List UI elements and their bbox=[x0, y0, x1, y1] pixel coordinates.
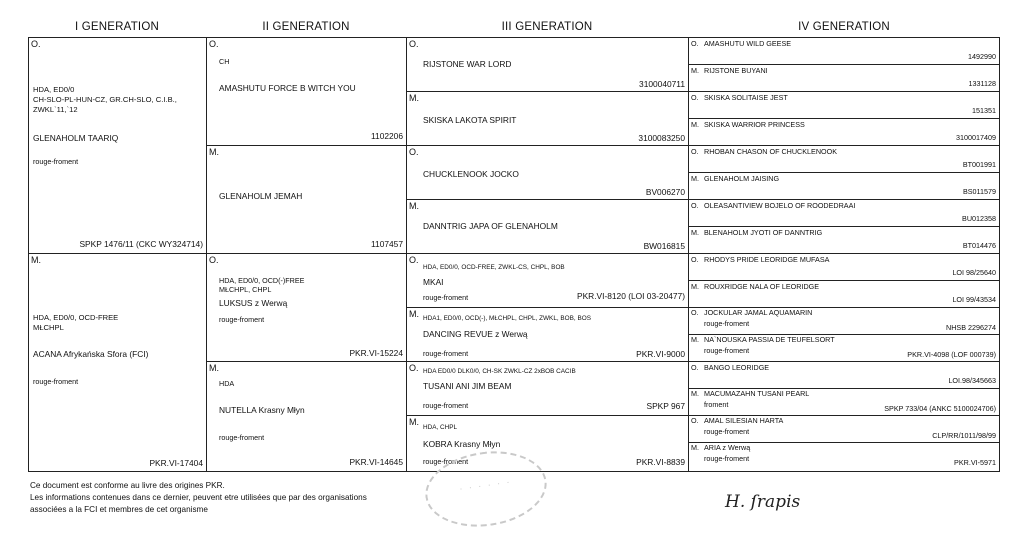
sex-label: O. bbox=[691, 39, 699, 48]
sex-label: M. bbox=[691, 66, 699, 75]
color-text: rouge-froment bbox=[423, 457, 469, 466]
registration-number: BT001991 bbox=[962, 160, 996, 169]
dog-name: GLENAHOLM JEMAH bbox=[219, 191, 303, 201]
header-generation-3: III GENERATION bbox=[501, 21, 593, 33]
sex-label: M. bbox=[691, 228, 699, 237]
gen4-cell bbox=[689, 362, 999, 389]
dog-name: DANCING REVUE z Werwą bbox=[423, 329, 528, 339]
sex-label: O. bbox=[409, 147, 419, 157]
health-text: HDA1, ED0/0, OCD(-), MŁCHPL, CHPL, ZWKL, BOB, BOS bbox=[423, 315, 591, 322]
sex-label: O. bbox=[691, 201, 699, 210]
registration-number: 3100040711 bbox=[639, 79, 685, 89]
gen3-cell bbox=[407, 146, 689, 200]
color-text: rouge-froment bbox=[423, 401, 469, 410]
registration-number: PKR.VI-9000 bbox=[636, 349, 685, 359]
dog-name: SKISKA LAKOTA SPIRIT bbox=[423, 115, 517, 125]
pedigree-table bbox=[28, 37, 1000, 472]
stamp-icon: · · · · · · bbox=[420, 444, 551, 534]
health-text: HDA bbox=[219, 379, 235, 388]
sex-label: M. bbox=[409, 417, 419, 427]
dog-name: AMASHUTU FORCE B WITCH YOU bbox=[219, 83, 356, 93]
gen1-sire-cell bbox=[29, 38, 207, 254]
dog-name: TUSANI ANI JIM BEAM bbox=[423, 381, 512, 391]
color-text: rouge-froment bbox=[704, 454, 750, 463]
dog-name: RIJSTONE BUYANI bbox=[704, 66, 768, 75]
dog-name: KOBRA Krasny Młyn bbox=[423, 439, 501, 449]
registration-number: SPKP 733/04 (ANKC 5100024706) bbox=[884, 404, 996, 413]
dog-name: ARIA z Werwą bbox=[704, 443, 751, 452]
color-text: rouge-froment bbox=[704, 427, 750, 436]
color-text: rouge-froment bbox=[33, 157, 79, 166]
registration-number: BS011579 bbox=[962, 187, 996, 196]
sex-label: M. bbox=[691, 443, 699, 452]
gen4-cell bbox=[689, 119, 999, 146]
gen3-cell bbox=[407, 254, 689, 308]
dog-name: LUKSUS z Werwą bbox=[219, 298, 288, 308]
sex-label: M. bbox=[691, 120, 699, 129]
dog-name: NUTELLA Krasny Młyn bbox=[219, 405, 305, 415]
dog-name: GLENAHOLM TAARIQ bbox=[33, 133, 119, 143]
dog-name: ROUXRIDGE NALA OF LEORIDGE bbox=[704, 282, 820, 291]
sex-label: O. bbox=[409, 39, 419, 49]
sex-label: M. bbox=[409, 309, 419, 319]
sex-label: M. bbox=[691, 282, 699, 291]
titles-text: CH bbox=[219, 57, 230, 66]
color-text: rouge-froment bbox=[33, 377, 79, 386]
gen4-cell bbox=[689, 443, 999, 471]
titles-text: ZWKL`11,`12 bbox=[33, 105, 78, 114]
sex-label: M. bbox=[409, 93, 419, 103]
sex-label: O. bbox=[409, 255, 419, 265]
header-generation-2: II GENERATION bbox=[262, 21, 350, 33]
registration-number: 3100017409 bbox=[956, 133, 996, 142]
gen3-cell bbox=[407, 38, 689, 92]
header-generation-4: IV GENERATION bbox=[798, 21, 890, 33]
health-text: HDA, CHPL bbox=[423, 424, 458, 431]
registration-number: BV006270 bbox=[645, 187, 685, 197]
dog-name: MKAI bbox=[423, 277, 444, 287]
dog-name: SKISKA WARRIOR PRINCESS bbox=[704, 120, 805, 129]
gen2-cell bbox=[207, 254, 407, 362]
sex-label: O. bbox=[691, 363, 699, 372]
registration-number: NHSB 2296274 bbox=[946, 323, 996, 332]
gen3-cell bbox=[407, 92, 689, 146]
gen3-cell bbox=[407, 200, 689, 254]
gen4-cell bbox=[689, 389, 999, 416]
gen4-cell bbox=[689, 200, 999, 227]
registration-number: 3100083250 bbox=[638, 133, 685, 143]
registration-number: PKR.VI-15224 bbox=[349, 348, 403, 358]
titles-text: MŁCHPL bbox=[33, 323, 64, 332]
sex-label: M. bbox=[691, 389, 699, 398]
registration-number: LOI 98/25640 bbox=[952, 268, 996, 277]
gen4-cell bbox=[689, 65, 999, 92]
gen4-cell bbox=[689, 308, 999, 335]
sex-label: O. bbox=[31, 39, 41, 49]
dog-name: BANGO LEORIDGE bbox=[704, 363, 770, 372]
registration-number: BW016815 bbox=[643, 241, 685, 251]
registration-number: PKR.VI-8120 (LOI 03-20477) bbox=[576, 291, 685, 301]
health-text: HDA, ED0/0, OCD(-)FREE bbox=[219, 276, 305, 285]
dog-name: AMAL SILESIAN HARTA bbox=[704, 416, 784, 425]
gen2-cell bbox=[207, 146, 407, 254]
gen4-cell bbox=[689, 335, 999, 362]
color-text: rouge-froment bbox=[704, 319, 750, 328]
footer-line: associées a la FCI et membres de cet organisme bbox=[30, 505, 208, 514]
dog-name: MACUMAZAHN TUSANI PEARL bbox=[704, 389, 810, 398]
health-text: HDA, ED0/0 bbox=[33, 85, 75, 94]
sex-label: O. bbox=[691, 93, 699, 102]
sex-label: O. bbox=[209, 39, 219, 49]
color-text: rouge-froment bbox=[423, 293, 469, 302]
color-text: rouge-froment bbox=[704, 346, 750, 355]
titles-text: CH-SLO-PL-HUN-CZ, GR.CH-SLO, C.I.B., bbox=[33, 95, 177, 104]
gen3-cell bbox=[407, 308, 689, 362]
sex-label: O. bbox=[691, 416, 699, 425]
dog-name: NA`NOUSKA PASSIA DE TEUFELSORT bbox=[704, 335, 835, 344]
gen4-cell bbox=[689, 173, 999, 200]
gen4-cell bbox=[689, 146, 999, 173]
dog-name: RIJSTONE WAR LORD bbox=[423, 59, 512, 69]
gen1-dam-cell bbox=[29, 254, 207, 471]
registration-number: LOI 99/43534 bbox=[952, 295, 996, 304]
registration-number: 151351 bbox=[972, 106, 996, 115]
sex-label: M. bbox=[409, 201, 419, 211]
registration-number: PKR.VI-4098 (LOF 000739) bbox=[907, 350, 996, 359]
gen2-cell bbox=[207, 38, 407, 146]
gen4-cell bbox=[689, 227, 999, 254]
registration-number: BT014476 bbox=[962, 241, 996, 250]
dog-name: OLEASANTIVIEW BOJELO OF ROODEDRAAI bbox=[704, 201, 856, 210]
gen4-cell bbox=[689, 38, 999, 65]
dog-name: GLENAHOLM JAISING bbox=[704, 174, 780, 183]
sex-label: O. bbox=[691, 147, 699, 156]
sex-label: O. bbox=[209, 255, 219, 265]
dog-name: JOCKULAR JAMAL AQUAMARIN bbox=[704, 308, 813, 317]
registration-number: 1102206 bbox=[371, 131, 403, 141]
sex-label: O. bbox=[691, 308, 699, 317]
sex-label: O. bbox=[691, 255, 699, 264]
sex-label: M. bbox=[31, 255, 41, 265]
color-text: rouge-froment bbox=[219, 433, 265, 442]
dog-name: DANNTRIG JAPA OF GLENAHOLM bbox=[423, 221, 558, 231]
sex-label: O. bbox=[409, 363, 419, 373]
gen3-cell bbox=[407, 362, 689, 416]
titles-text: MŁCHPL, CHPL bbox=[219, 285, 272, 294]
footer-line: Les informations contenues dans ce dernier, peuvent etre utilisées que par des organisations bbox=[30, 493, 367, 502]
registration-number: LOI.98/345663 bbox=[948, 376, 996, 385]
gen4-cell bbox=[689, 416, 999, 443]
gen4-cell bbox=[689, 254, 999, 281]
sex-label: M. bbox=[209, 147, 219, 157]
dog-name: SKISKA SOLITAISE JEST bbox=[704, 93, 788, 102]
sex-label: M. bbox=[691, 335, 699, 344]
registration-number: PKR.VI-8839 bbox=[636, 457, 685, 467]
registration-number: PKR.VI-5971 bbox=[954, 458, 996, 467]
registration-number: BU012358 bbox=[962, 214, 996, 223]
registration-number: SPKP 1476/11 (CKC WY324714) bbox=[79, 239, 203, 249]
health-text: HDA, ED0/0, OCD-FREE bbox=[33, 313, 119, 322]
color-text: rouge-froment bbox=[219, 315, 265, 324]
gen4-cell bbox=[689, 92, 999, 119]
header-generation-1: I GENERATION bbox=[75, 21, 159, 33]
color-text: rouge-froment bbox=[423, 349, 469, 358]
registration-number: 1492990 bbox=[968, 52, 996, 61]
registration-number: 1331128 bbox=[968, 79, 996, 88]
registration-number: 1107457 bbox=[371, 239, 403, 249]
gen2-cell bbox=[207, 362, 407, 471]
sex-label: M. bbox=[209, 363, 219, 373]
signature: H. ſrapis bbox=[725, 492, 801, 512]
health-text: HDA ED0/0 DLK0/0, CH-SK ZWKL-CZ 2xBOB CACIB bbox=[423, 368, 576, 375]
dog-name: AMASHUTU WILD GEESE bbox=[704, 39, 792, 48]
dog-name: RHOBAN CHASON OF CHUCKLENOOK bbox=[704, 147, 837, 156]
footer-line: Ce document est conforme au livre des origines PKR. bbox=[30, 481, 225, 490]
registration-number: PKR.VI-14645 bbox=[349, 457, 403, 467]
registration-number: CLP/RR/1011/98/99 bbox=[932, 431, 996, 440]
dog-name: CHUCKLENOOK JOCKO bbox=[423, 169, 519, 179]
dog-name: ACANA Afrykańska Sfora (FCI) bbox=[33, 349, 149, 359]
dog-name: BLENAHOLM JYOTI OF DANNTRIG bbox=[704, 228, 823, 237]
dog-name: RHODYS PRIDE LEORIDGE MUFASA bbox=[704, 255, 830, 264]
color-text: froment bbox=[704, 400, 729, 409]
registration-number: PKR.VI-17404 bbox=[149, 458, 203, 468]
sex-label: M. bbox=[691, 174, 699, 183]
registration-number: SPKP 967 bbox=[646, 401, 685, 411]
health-text: HDA, ED0/0, OCD-FREE, ZWKL-CS, CHPL, BOB bbox=[423, 264, 565, 271]
gen4-cell bbox=[689, 281, 999, 308]
